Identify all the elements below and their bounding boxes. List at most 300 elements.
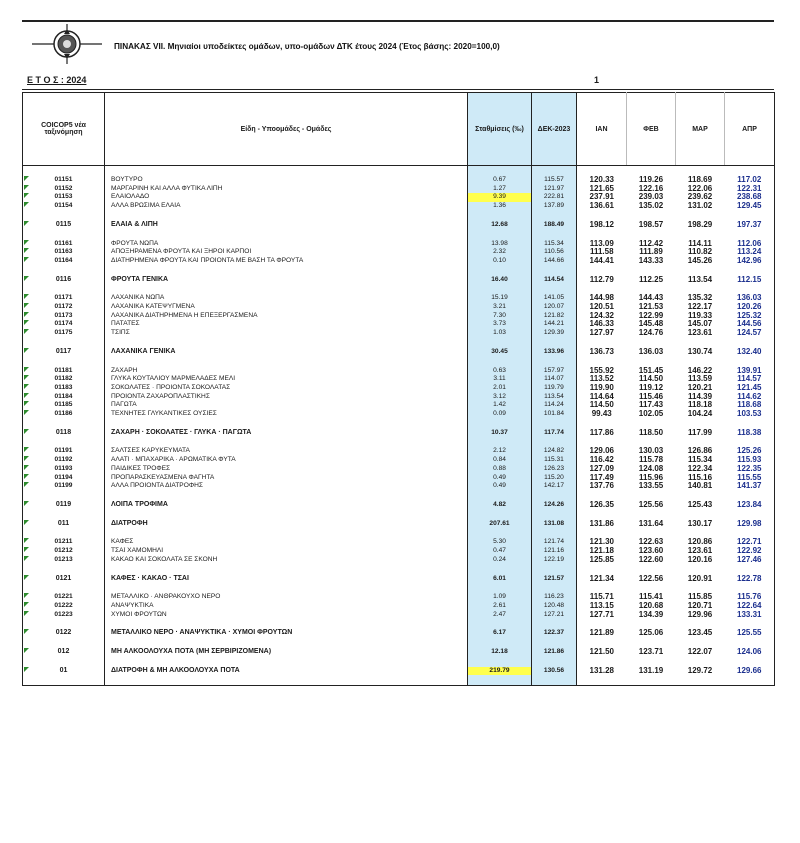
row-feb: 122.16: [638, 184, 664, 193]
row-code: [23, 348, 105, 357]
row-feb: 122.60: [638, 555, 664, 564]
row-mar: 123.61: [687, 547, 713, 556]
table-row: [23, 447, 775, 456]
row-name: ΚΑΦΕΣ · ΚΑΚΑΟ · ΤΣΑΪ: [105, 575, 468, 584]
row-feb: 112.25: [638, 275, 664, 284]
row-feb: 118.50: [638, 428, 664, 437]
row-name: ΚΑΦΕΣ: [105, 538, 468, 547]
row-feb: 123.71: [638, 648, 664, 657]
row-dec-2023: 121.97: [532, 185, 577, 194]
row-jan: 119.90: [589, 383, 614, 392]
spacer-row: [23, 638, 775, 648]
row-code: [23, 648, 105, 657]
row-jan: 121.18: [589, 547, 614, 556]
row-mar: 114.11: [688, 239, 712, 248]
row-apr: 114.62: [725, 393, 775, 402]
row-code-text: 01182: [54, 375, 73, 383]
row-dec-2023: 115.20: [532, 474, 577, 483]
row-code-text: 0116: [55, 275, 72, 283]
row-code: [23, 456, 105, 465]
table-row: [23, 648, 775, 657]
row-jan: 137.76: [589, 482, 614, 491]
row-feb: 119.26: [638, 176, 664, 184]
row-apr: 124.57: [725, 329, 775, 338]
row-weight: 2.01: [468, 384, 532, 393]
row-code-text: 01194: [54, 473, 73, 481]
row-dec-2023: 124.82: [532, 447, 577, 456]
row-code-text: 01184: [54, 392, 73, 400]
spacer-row: [23, 657, 775, 667]
row-code: [23, 303, 105, 312]
row-mar: 145.26: [687, 256, 713, 265]
row-feb: 131.64: [638, 519, 664, 528]
table-row: [23, 429, 775, 438]
row-dec-2023: 122.37: [532, 629, 577, 638]
row-apr: 122.64: [725, 602, 775, 611]
row-feb: 120.68: [638, 601, 664, 610]
table-row: [23, 185, 775, 194]
row-dec-2023: 127.21: [532, 611, 577, 620]
green-flag-icon: [24, 410, 29, 415]
row-apr: 238.68: [725, 193, 775, 202]
row-apr: 127.46: [725, 556, 775, 565]
row-mar: 135.32: [687, 294, 713, 303]
row-jan: 146.33: [589, 320, 614, 329]
row-name: ΑΛΑΤΙ · ΜΠΑΧΑΡΙΚΑ · ΑΡΩΜΑΤΙΚΑ ΦΥΤΑ: [105, 456, 468, 465]
row-code: [23, 240, 105, 249]
row-name: ΠΡΟΠΑΡΑΣΚΕΥΑΣΜΕΝΑ ΦΑΓΗΤΑ: [105, 474, 468, 483]
row-feb: 115.46: [638, 392, 664, 401]
row-apr: 136.03: [725, 294, 775, 303]
table-header-row: [23, 93, 775, 166]
row-mar: 117.99: [687, 428, 713, 437]
green-flag-icon: [24, 520, 29, 525]
row-code-text: 01172: [54, 303, 73, 311]
green-flag-icon: [24, 193, 29, 198]
row-mar: 198.29: [687, 220, 713, 229]
row-dec-2023: 110.56: [532, 248, 577, 257]
row-weight: 6.17: [468, 629, 532, 638]
spacer-row: [23, 510, 775, 520]
row-name: ΦΡΟΥΤΑ ΝΩΠΑ: [105, 240, 468, 249]
row-code: [23, 520, 105, 529]
row-jan: 116.42: [589, 456, 614, 465]
table-row: [23, 520, 775, 529]
row-dec-2023: 121.86: [532, 648, 577, 657]
green-flag-icon: [24, 384, 29, 389]
row-jan: 121.34: [589, 574, 614, 583]
row-code: [23, 276, 105, 285]
row-code: [23, 501, 105, 510]
table-row: [23, 320, 775, 329]
row-apr: 139.91: [725, 367, 775, 376]
row-apr: 125.26: [725, 447, 775, 456]
green-flag-icon: [24, 547, 29, 552]
green-flag-icon: [24, 667, 29, 672]
row-apr: 115.55: [725, 474, 775, 483]
row-weight: 9.39: [468, 193, 532, 202]
row-code-text: 01181: [54, 366, 73, 374]
row-code: [23, 367, 105, 376]
green-flag-icon: [24, 482, 29, 487]
row-name: ΛΟΙΠΑ ΤΡΟΦΙΜΑ: [105, 501, 468, 510]
row-jan: 115.71: [589, 593, 614, 602]
row-code-text: 01191: [54, 447, 73, 455]
row-dec-2023: 131.08: [532, 520, 577, 529]
table-row: [23, 329, 775, 338]
spacer-row: [23, 565, 775, 575]
row-code-text: 01192: [54, 456, 73, 464]
row-jan: 144.98: [589, 294, 614, 303]
row-code: [23, 447, 105, 456]
row-weight: 3.11: [468, 375, 532, 384]
row-code-text: 01183: [54, 383, 73, 391]
table-row: [23, 294, 775, 303]
row-jan: 127.71: [589, 610, 614, 619]
row-weight: 0.10: [468, 257, 532, 266]
row-name: ΔΙΑΤΡΟΦΗ: [105, 520, 468, 529]
row-name: ΑΛΛΑ ΠΡΟΙΟΝΤΑ ΔΙΑΤΡΟΦΗΣ: [105, 482, 468, 491]
row-feb: 123.60: [638, 547, 664, 556]
row-dec-2023: 130.56: [532, 667, 577, 676]
table-row: [23, 202, 775, 211]
row-jan: 120.33: [589, 176, 614, 184]
spacer-row: [23, 675, 775, 686]
row-code: [23, 221, 105, 230]
row-mar: 118.69: [687, 176, 713, 184]
row-mar: 120.91: [687, 574, 713, 583]
row-jan: 120.51: [589, 303, 614, 312]
row-apr: 197.37: [725, 221, 775, 230]
row-jan: 111.58: [589, 248, 614, 257]
table-title: ΠΙΝΑΚΑΣ VII. Μηνιαίοι υποδείκτες ομάδων, υπο-ομάδων ΔΤΚ έτους 2024 (Έτος βάσης: 2020=100,0): [114, 42, 500, 51]
row-feb: 124.08: [638, 464, 664, 473]
row-name: ΖΑΧΑΡΗ · ΣΟΚΟΛΑΤΕΣ · ΓΛΥΚΑ · ΠΑΓΩΤΑ: [105, 429, 468, 438]
row-code-text: 0122: [55, 629, 72, 637]
row-code-text: 01221: [54, 593, 73, 601]
row-name: ΣΑΛΤΣΕΣ ΚΑΡΥΚΕΥΜΑΤΑ: [105, 447, 468, 456]
green-flag-icon: [24, 629, 29, 634]
row-dec-2023: 101.84: [532, 410, 577, 419]
row-code: [23, 575, 105, 584]
green-flag-icon: [24, 538, 29, 543]
row-code: [23, 474, 105, 483]
green-flag-icon: [24, 276, 29, 281]
row-apr: 112.06: [725, 240, 775, 249]
table-row: [23, 384, 775, 393]
table-row: [23, 401, 775, 410]
row-mar: 110.82: [687, 248, 713, 257]
row-dec-2023: 144.66: [532, 257, 577, 266]
row-dec-2023: 144.21: [532, 320, 577, 329]
row-dec-2023: 188.49: [532, 221, 577, 230]
green-flag-icon: [24, 176, 29, 181]
row-code: [23, 257, 105, 266]
row-name: ΔΙΑΤΡΟΦΗ & ΜΗ ΑΛΚΟΟΛΟΥΧΑ ΠΟΤΑ: [105, 667, 468, 676]
row-jan: 129.06: [589, 447, 614, 456]
row-jan: 113.52: [589, 375, 614, 384]
row-weight: 1.03: [468, 329, 532, 338]
row-dec-2023: 119.79: [532, 384, 577, 393]
row-code-text: 01193: [54, 464, 73, 472]
row-name: ΛΑΧΑΝΙΚΑ ΔΙΑΤΗΡΗΜΕΝΑ Η ΕΠΕΞΕΡΓΑΣΜΕΝΑ: [105, 312, 468, 321]
row-code-text: 01212: [54, 547, 73, 555]
table-row: [23, 303, 775, 312]
row-mar: 140.81: [687, 482, 713, 491]
table-row: [23, 248, 775, 257]
green-flag-icon: [24, 447, 29, 452]
table-row: [23, 348, 775, 357]
green-flag-icon: [24, 303, 29, 308]
row-code: [23, 593, 105, 602]
col-header-code: COICOP5 νέα ταξινόμηση: [23, 93, 105, 166]
table-row: [23, 257, 775, 266]
row-mar: 114.39: [687, 392, 713, 401]
row-jan: 125.85: [589, 555, 614, 564]
row-weight: 0.49: [468, 482, 532, 491]
row-dec-2023: 133.96: [532, 348, 577, 357]
row-code: [23, 538, 105, 547]
green-flag-icon: [24, 294, 29, 299]
row-mar: 145.07: [687, 320, 713, 329]
row-weight: 219.79: [468, 667, 532, 676]
row-code: [23, 547, 105, 556]
row-apr: 117.02: [725, 176, 775, 185]
row-code: [23, 248, 105, 257]
green-flag-icon: [24, 401, 29, 406]
row-apr: 103.53: [725, 410, 775, 419]
row-jan: 198.12: [589, 220, 614, 229]
row-code: [23, 667, 105, 676]
row-feb: 114.50: [638, 375, 664, 384]
row-code: [23, 465, 105, 474]
row-feb: 131.19: [638, 666, 664, 675]
row-dec-2023: 113.54: [532, 393, 577, 402]
table-row: [23, 629, 775, 638]
spacer-row: [23, 211, 775, 221]
spacer-row: [23, 338, 775, 348]
spacer-row: [23, 437, 775, 447]
row-feb: 125.06: [638, 629, 664, 638]
row-mar: 123.45: [687, 629, 713, 638]
row-code: [23, 429, 105, 438]
row-name: ΑΠΟΞΗΡΑΜΕΝΑ ΦΡΟΥΤΑ ΚΑΙ ΞΗΡΟΙ ΚΑΡΠΟΙ: [105, 248, 468, 257]
row-apr: 124.06: [725, 648, 775, 657]
spacer-row: [23, 230, 775, 240]
row-name: ΕΛΑΙΑ & ΛΙΠΗ: [105, 221, 468, 230]
row-code-text: 01213: [54, 555, 73, 563]
row-jan: 136.61: [589, 202, 614, 211]
page-number: 1: [594, 75, 600, 85]
row-mar: 113.59: [687, 375, 713, 384]
row-weight: 0.67: [468, 176, 532, 185]
table-row: [23, 465, 775, 474]
col-header-weight: Σταθμίσεις (‰): [468, 93, 532, 166]
row-weight: 15.19: [468, 294, 532, 303]
row-jan: 127.09: [589, 464, 614, 473]
row-jan: 99.43: [591, 410, 612, 419]
row-apr: 132.40: [725, 348, 775, 357]
spacer-row: [23, 166, 775, 177]
row-code: [23, 176, 105, 185]
row-jan: 114.50: [589, 401, 614, 410]
row-weight: 10.37: [468, 429, 532, 438]
row-mar: 122.07: [687, 648, 713, 657]
row-jan: 121.89: [589, 629, 614, 638]
green-flag-icon: [24, 648, 29, 653]
row-dec-2023: 115.31: [532, 456, 577, 465]
spacer-row: [23, 419, 775, 429]
row-feb: 130.03: [638, 447, 664, 456]
table-row: [23, 456, 775, 465]
row-code-text: 01173: [54, 311, 73, 319]
row-weight: 1.42: [468, 401, 532, 410]
row-mar: 130.17: [687, 519, 713, 528]
row-code-text: 01171: [54, 294, 73, 302]
row-apr: 125.55: [725, 629, 775, 638]
table-row: [23, 667, 775, 676]
table-row: [23, 474, 775, 483]
row-code: [23, 393, 105, 402]
green-flag-icon: [24, 602, 29, 607]
row-feb: 198.57: [638, 220, 664, 229]
col-header-jan: ΙΑΝ: [577, 93, 627, 166]
row-mar: 122.06: [687, 184, 713, 193]
row-code-text: 012: [57, 648, 70, 656]
row-name: ΜΕΤΑΛΛΙΚΟ ΝΕΡΟ · ΑΝΑΨΥΚΤΙΚΑ · ΧΥΜΟΙ ΦΡΟΥΤΩΝ: [105, 629, 468, 638]
row-weight: 0.24: [468, 556, 532, 565]
row-weight: 5.30: [468, 538, 532, 547]
spacer-row: [23, 583, 775, 593]
row-name: ΣΟΚΟΛΑΤΕΣ · ΠΡΟΙΟΝΤΑ ΣΟΚΟΛΑΤΑΣ: [105, 384, 468, 393]
row-weight: 2.32: [468, 248, 532, 257]
row-mar: 125.43: [687, 500, 713, 509]
row-weight: 6.01: [468, 575, 532, 584]
row-code: [23, 329, 105, 338]
year-rule: [22, 89, 774, 90]
row-weight: 3.21: [468, 303, 532, 312]
row-code-text: 01222: [54, 601, 73, 609]
row-weight: 0.88: [468, 465, 532, 474]
row-code-text: 01154: [54, 202, 73, 210]
table-row: [23, 312, 775, 321]
row-apr: 120.26: [725, 303, 775, 312]
row-code: [23, 202, 105, 211]
row-weight: 4.82: [468, 501, 532, 510]
row-feb: 121.53: [638, 303, 664, 312]
row-feb: 102.05: [638, 410, 664, 419]
row-code-text: 01185: [54, 401, 73, 409]
col-header-name: Είδη - Υποομάδες - Ομάδες: [105, 93, 468, 166]
row-name: ΕΛΑΙΟΛΑΔΟ: [105, 193, 468, 202]
row-jan: 117.49: [589, 473, 614, 482]
row-mar: 115.34: [687, 456, 713, 465]
row-jan: 124.32: [589, 311, 614, 320]
row-mar: 120.16: [687, 555, 713, 564]
table-row: [23, 176, 775, 185]
table-row: [23, 221, 775, 230]
row-code: [23, 602, 105, 611]
row-name: ΓΛΥΚΑ ΚΟΥΤΑΛΙΟΥ ΜΑΡΜΕΛΑΔΕΣ ΜΕΛΙ: [105, 375, 468, 384]
row-apr: 115.93: [725, 456, 775, 465]
row-weight: 207.61: [468, 520, 532, 529]
row-dec-2023: 120.07: [532, 303, 577, 312]
green-flag-icon: [24, 465, 29, 470]
row-name: ΜΑΡΓΑΡΙΝΗ ΚΑΙ ΑΛΛΑ ΦΥΤΙΚΑ ΛΙΠΗ: [105, 185, 468, 194]
row-dec-2023: 120.48: [532, 602, 577, 611]
row-name: ΛΑΧΑΝΙΚΑ ΚΑΤΕΨΥΓΜΕΝΑ: [105, 303, 468, 312]
year-label: Ε Τ Ο Σ : 2024: [27, 75, 87, 85]
table-row: [23, 375, 775, 384]
row-dec-2023: 142.17: [532, 482, 577, 491]
row-code: [23, 375, 105, 384]
row-dec-2023: 114.07: [532, 375, 577, 384]
row-code: [23, 185, 105, 194]
row-weight: 2.47: [468, 611, 532, 620]
row-mar: 120.71: [687, 601, 713, 610]
row-code-text: 01199: [54, 482, 73, 490]
row-feb: 122.99: [638, 311, 664, 320]
row-weight: 2.61: [468, 602, 532, 611]
row-mar: 119.33: [687, 311, 713, 320]
table-row: [23, 410, 775, 419]
table-row: [23, 367, 775, 376]
row-apr: 121.45: [725, 384, 775, 393]
row-dec-2023: 141.05: [532, 294, 577, 303]
row-feb: 124.76: [638, 329, 664, 338]
row-dec-2023: 114.54: [532, 276, 577, 285]
table-row: [23, 547, 775, 556]
row-dec-2023: 122.19: [532, 556, 577, 565]
row-name: ΤΣΑΪ ΧΑΜΟΜΗΛΙ: [105, 547, 468, 556]
row-apr: 141.37: [725, 482, 775, 491]
green-flag-icon: [24, 329, 29, 334]
row-code-text: 0118: [55, 428, 72, 436]
row-jan: 121.65: [589, 184, 614, 193]
row-feb: 117.43: [638, 401, 664, 410]
row-mar: 123.61: [687, 329, 713, 338]
green-flag-icon: [24, 501, 29, 506]
row-name: ΠΡΟΙΟΝΤΑ ΖΑΧΑΡΟΠΛΑΣΤΙΚΗΣ: [105, 393, 468, 402]
row-mar: 104.24: [687, 410, 713, 419]
table-row: [23, 482, 775, 491]
row-feb: 119.12: [638, 383, 664, 392]
index-table: [22, 92, 775, 686]
row-feb: 135.02: [638, 202, 664, 211]
row-jan: 136.73: [589, 347, 614, 356]
row-code-text: 01152: [54, 184, 73, 192]
row-name: ΛΑΧΑΝΙΚΑ ΓΕΝΙΚΑ: [105, 348, 468, 357]
row-code: [23, 629, 105, 638]
row-name: ΠΑΓΩΤΑ: [105, 401, 468, 410]
row-weight: 1.36: [468, 202, 532, 211]
row-feb: 133.55: [638, 482, 664, 491]
row-jan: 112.79: [589, 275, 614, 284]
row-apr: 122.92: [725, 547, 775, 556]
row-code-text: 0117: [55, 347, 72, 355]
row-name: ΛΑΧΑΝΙΚΑ ΝΩΠΑ: [105, 294, 468, 303]
row-weight: 0.47: [468, 547, 532, 556]
row-mar: 115.85: [687, 593, 713, 602]
row-dec-2023: 114.24: [532, 401, 577, 410]
row-apr: 115.76: [725, 593, 775, 602]
row-code: [23, 482, 105, 491]
row-mar: 120.86: [687, 538, 713, 547]
row-code: [23, 384, 105, 393]
spacer-row: [23, 491, 775, 501]
row-weight: 30.45: [468, 348, 532, 357]
row-code-text: 01223: [54, 610, 73, 618]
